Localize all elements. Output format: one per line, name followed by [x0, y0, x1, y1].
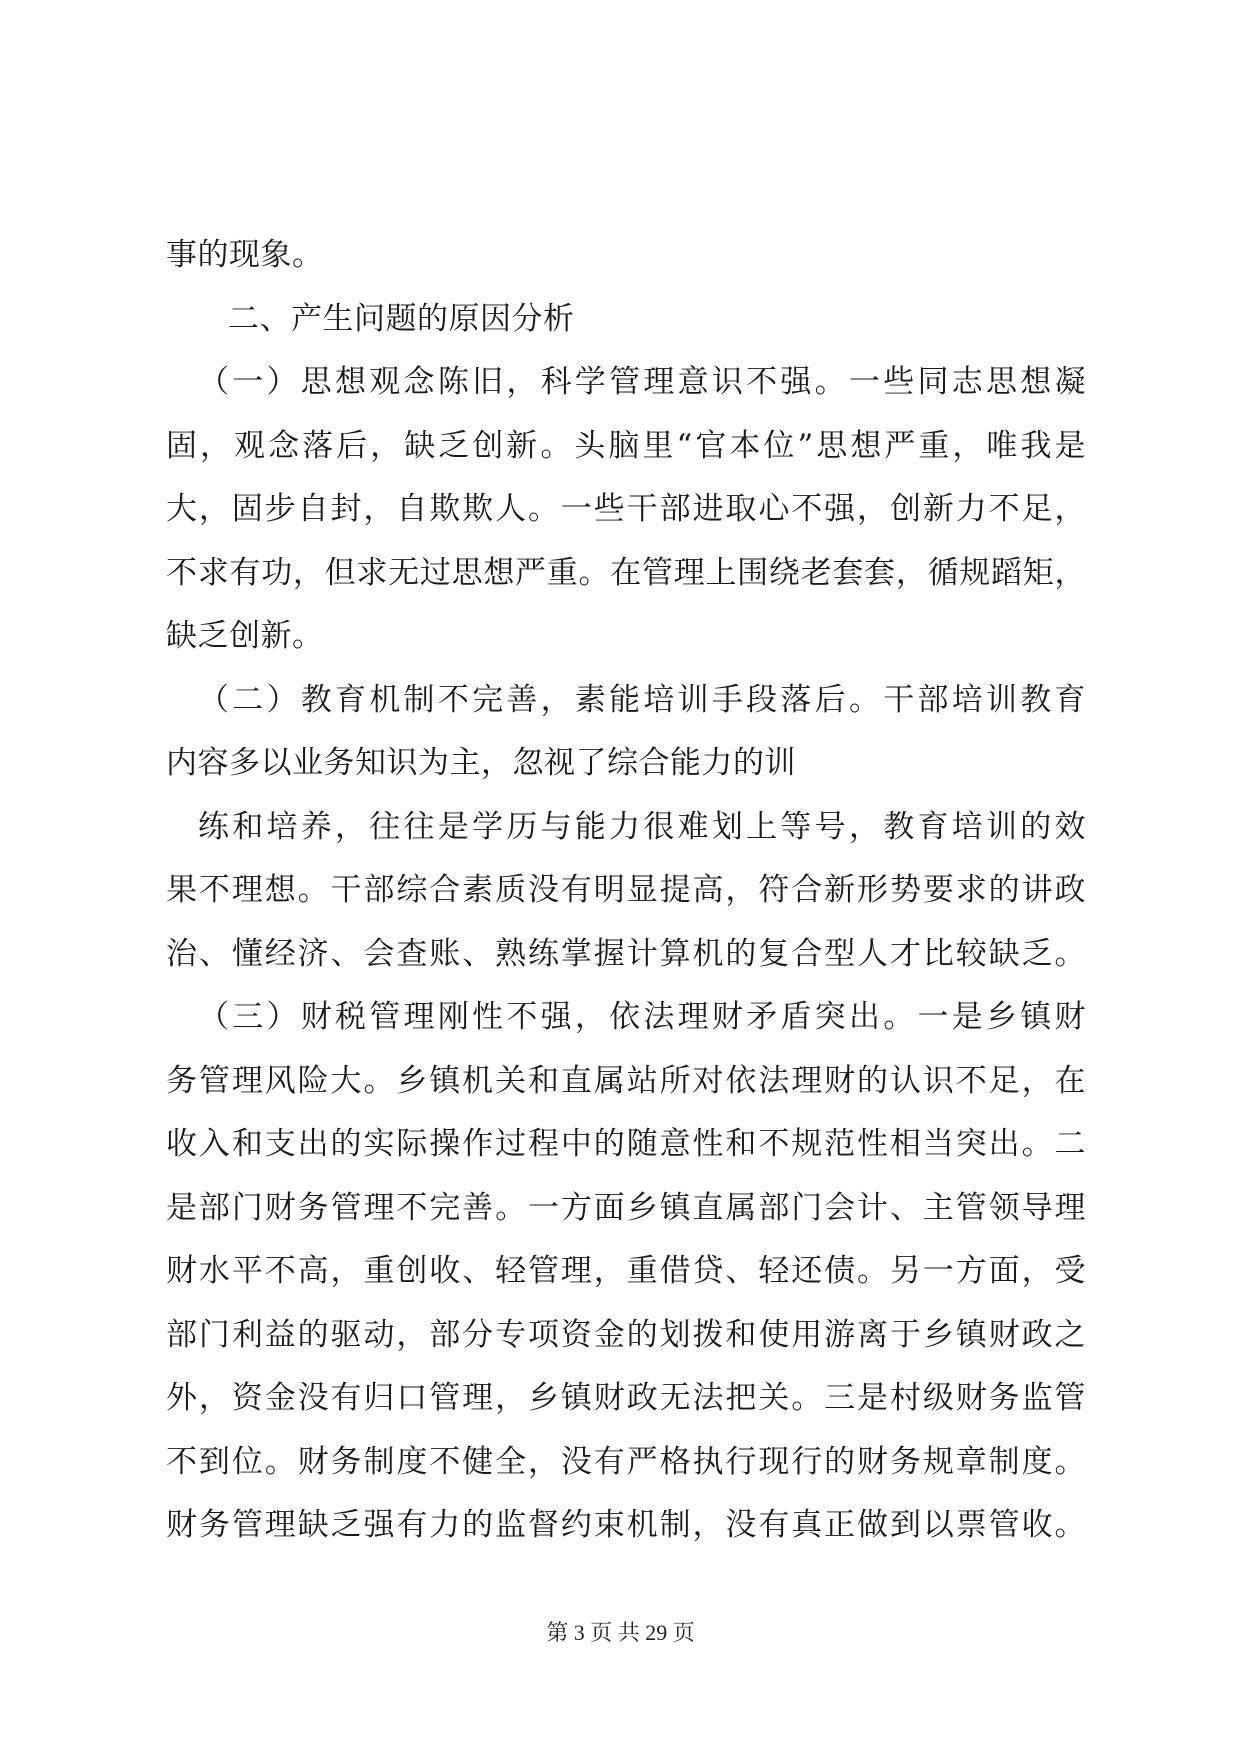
- paragraph-line: 收入和支出的实际操作过程中的随意性和不规范性相当突出。二: [166, 1126, 1086, 1162]
- paragraph-line: 固，观念落后，缺乏创新。头脑里“官本位”思想严重，唯我是: [166, 427, 1086, 464]
- paragraph-line: 内容多以业务知识为主，忽视了综合能力的训: [166, 745, 796, 781]
- paragraph-line: 外，资金没有归口管理，乡镇财政无法把关。三是村级财务监管: [166, 1380, 1086, 1416]
- paragraph-line: 是部门财务管理不完善。一方面乡镇直属部门会计、主管领导理: [166, 1189, 1086, 1226]
- paragraph-line: 大，固步自封，自欺欺人。一些干部进取心不强，创新力不足，: [166, 491, 1086, 527]
- paragraph-line: 治、懂经济、会查账、熟练掌握计算机的复合型人才比较缺乏。: [166, 935, 1086, 972]
- paragraph-line: 不求有功，但求无过思想严重。在管理上围绕老套套，循规蹈矩，: [166, 554, 1086, 591]
- paragraph-line: 练和培养，往往是学历与能力很难划上等号，教育培训的效: [198, 808, 1086, 845]
- paragraph-line: 事的现象。: [166, 237, 324, 273]
- paragraph-line: 缺乏创新。: [166, 618, 324, 654]
- paragraph-line: 不到位。财务制度不健全，没有严格执行现行的财务规章制度。: [166, 1443, 1086, 1480]
- paragraph-line: 财务管理缺乏强有力的监督约束机制，没有真正做到以票管收。: [166, 1507, 1086, 1543]
- paragraph-line: 财水平不高，重创收、轻管理，重借贷、轻还债。另一方面，受: [166, 1253, 1086, 1289]
- page-number-footer: 第 3 页 共 29 页: [546, 1620, 695, 1645]
- section-heading: 二、产生问题的原因分析: [228, 300, 575, 337]
- paragraph-line: 务管理风险大。乡镇机关和直属站所对依法理财的认识不足，在: [166, 1062, 1086, 1099]
- paragraph-line: （二）教育机制不完善，素能培训手段落后。干部培训教育: [198, 681, 1086, 718]
- paragraph-line: （三）财税管理刚性不强，依法理财矛盾突出。一是乡镇财: [198, 999, 1086, 1035]
- paragraph-line: （一）思想观念陈旧，科学管理意识不强。一些同志思想凝: [198, 364, 1086, 400]
- paragraph-line: 部门利益的驱动，部分专项资金的划拨和使用游离于乡镇财政之: [166, 1316, 1086, 1353]
- paragraph-line: 果不理想。干部综合素质没有明显提高，符合新形势要求的讲政: [166, 872, 1086, 908]
- document-body: [166, 224, 1086, 1558]
